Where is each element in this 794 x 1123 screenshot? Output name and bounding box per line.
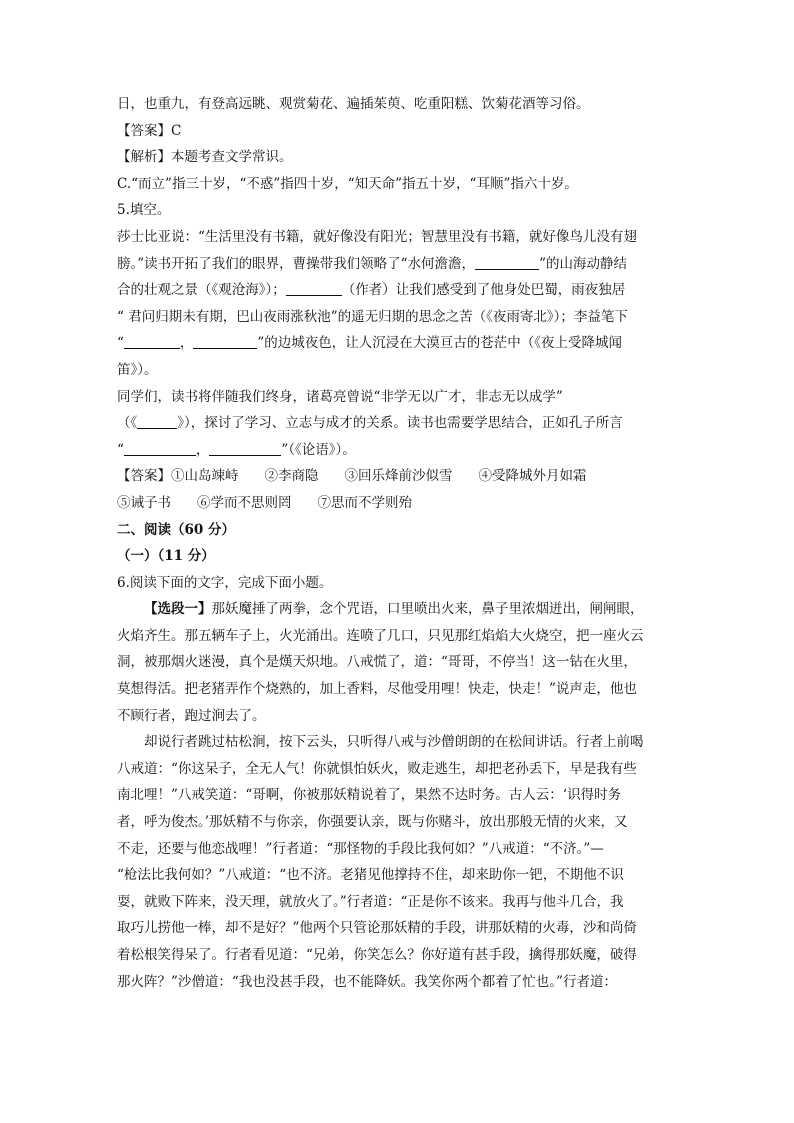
q5-line-1: 莎士比亚说：“生活里没有书籍，就好像没有阳光；智慧里没有书籍，就好像鸟儿没有翅: [117, 228, 637, 245]
passage-line: 取巧儿捞他一棒，却不是好？”他两个只管论那妖精的手段，讲那妖精的火毒，沙和尚倚: [117, 920, 637, 937]
fill-blank-6: [124, 441, 196, 456]
q5-text: 膀。”读书开拓了我们的眼界，曹操带我们领略了“水何澹澹，: [117, 255, 476, 272]
passage-line: 不顾行者，跑过涧去了。: [117, 707, 266, 724]
q4-analysis: [117, 144, 677, 171]
answer-item: ②李商隐: [264, 468, 319, 485]
fill-blank-4: [193, 334, 257, 349]
q5-answer-row-2: [117, 490, 677, 517]
q4-tail-text: 日，也重九，有登高远眺、观赏菊花、遍插茱萸、吃重阳糕、饮菊花酒等习俗。: [117, 96, 590, 112]
q5-text: ”的山海动静结: [539, 255, 627, 272]
analysis-text: 本题考查文学常识。: [171, 149, 293, 166]
q5-title: 5.填空。: [117, 202, 171, 219]
q5-line-6: 笛》）。: [117, 361, 158, 378]
document-page: [117, 91, 677, 995]
q4-explanation: C.“而立”指三十岁，“不惑”指四十岁，“知天命”指五十岁，“耳顺”指六十岁。: [117, 175, 578, 192]
passage-line: 莫想得活。把老猪弄作个烧熟的，加上香料，尽他受用哩！快走，快走！”说声走，他也: [117, 681, 637, 698]
passage-tag: 【选段一】: [144, 601, 212, 618]
fill-blank-5: [137, 414, 177, 429]
answer-item: ⑥学而不思则罔: [197, 494, 292, 511]
q5-answer-row-1: [117, 463, 677, 490]
passage-line: 那火阵？”沙僧道：“我也没甚手段，也不能降妖。我笑你两个都着了忙也。”行者道：: [117, 973, 617, 990]
passage-line: “枪法比我何如？”八戒道：“也不济。老猪见他撑持不住，却来助你一钯，不期他不识: [117, 867, 624, 884]
answer-value: C: [171, 122, 182, 139]
passage-text: 那妖魔捶了两拳，念个咒语，口里喷出火来，鼻子里浓烟迸出，闸闸眼，: [211, 601, 644, 618]
q5-text: “: [117, 335, 124, 352]
answer-item: ⑦思而不学则殆: [317, 494, 412, 511]
q5-line-4: “ 君问归期未有期，巴山夜雨涨秋池”的遥无归期的思念之苦（《夜雨寄北》）；李益笔下: [117, 308, 628, 325]
subsection-heading: （一）（11 分）: [117, 548, 215, 565]
q5-text: ”的边城夜色，让人沉浸在大漠亘古的苍茫中（《夜上受降城闻: [257, 335, 623, 352]
answer-tag: 【答案】: [117, 122, 171, 139]
q5-line-7: 同学们，读书将伴随我们终身，诸葛亮曾说“非学无以广才，非志无以成学”: [117, 388, 563, 405]
passage-line: 耍，就败下阵来，没天理，就放火了。”行者道：“正是你不该来。我再与他斗几合，我: [117, 893, 624, 910]
q5-text: （《: [117, 415, 138, 432]
q5-text: 合的壮观之景（《观沧海》）；: [117, 282, 286, 299]
fill-blank-2: [286, 281, 342, 296]
passage-line: 洞，被那烟火迷漫，真个是熯天炽地。八戒慌了，道：“哥哥，不停当！这一钻在火里，: [117, 654, 637, 671]
q5-line-5: [117, 330, 677, 357]
q5-line-8: [117, 410, 677, 437]
passage-line: 南北哩！”八戒笑道：“哥啊，你被那妖精说着了，果然不达时务。古人云：‘识得时务: [117, 787, 622, 804]
answer-item: ③回乐烽前沙似雪: [344, 468, 453, 485]
passage-line: [117, 596, 677, 623]
q5-text: “: [117, 441, 124, 458]
passage-line: 着松根笑得呆了。行者看见道：“兄弟，你笑怎么？你好道有甚手段，擒得那妖魔，破得: [117, 947, 637, 963]
passage-line: 八戒道：“你这呆子，全无人气！你就惧怕妖火，败走逃生，却把老孙丢下，早是我有些: [117, 760, 637, 777]
q5-text: （作者）让我们感受到了他身处巴蜀，雨夜独居: [341, 282, 626, 299]
passage-line: 火焰齐生。那五辆车子上，火光涌出。连喷了几口，只见那红焰焰大火烧空，把一座火云: [117, 627, 644, 644]
q5-text: ，: [179, 335, 194, 352]
q5-text: ，: [195, 441, 210, 458]
answer-item: ④受降城外月如霜: [478, 468, 587, 485]
q4-answer: [117, 118, 677, 145]
q5-line-3: [117, 277, 677, 304]
answer-tag: 【答案】: [117, 468, 171, 485]
q5-text: 》），探讨了学习、立志与成才的关系。读书也需要学思结合，正如孔子所言: [177, 415, 623, 432]
answer-item: ①山岛竦峙: [171, 468, 239, 485]
fill-blank-1: [475, 255, 539, 270]
answer-item: ⑤诫子书: [117, 494, 171, 511]
section-heading: 二、阅读（60 分）: [117, 521, 235, 538]
fill-blank-7: [209, 441, 281, 456]
q5-line-9: [117, 437, 677, 464]
passage-line: 者，呼为俊杰。’那妖精不与你亲，你强要认亲，既与你赌斗，放出那般无情的火来，又: [117, 814, 628, 831]
q5-line-2: [117, 251, 677, 278]
fill-blank-3: [124, 334, 180, 349]
passage-line: 不走，还要与他恋战哩！”行者道：“那怪物的手段比我何如？”八戒道：“不济。”—: [117, 840, 604, 857]
q5-text: ”（《论语》）。: [281, 441, 356, 458]
analysis-tag: 【解析】: [117, 149, 171, 166]
q6-title: 6.阅读下面的文字，完成下面小题。: [117, 574, 333, 591]
passage-line: 却说行者跳过枯松涧，按下云头，只听得八戒与沙僧朗朗的在松间讲话。行者上前喝: [144, 734, 644, 751]
